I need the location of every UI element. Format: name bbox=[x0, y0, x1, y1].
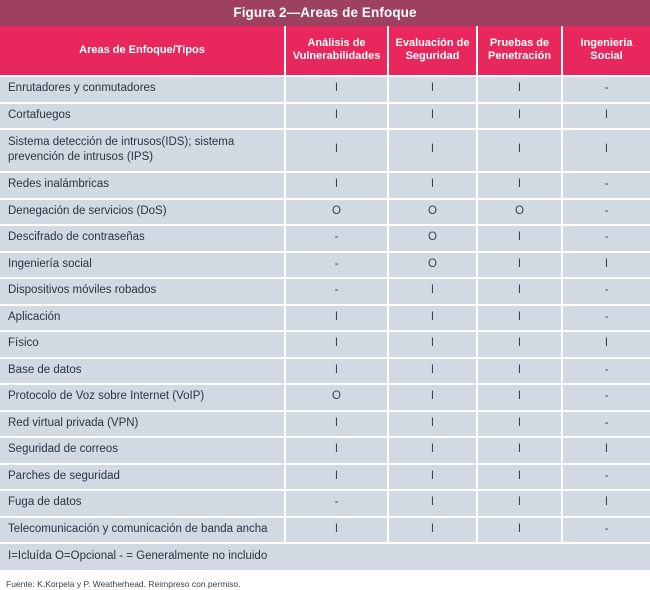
figure-title: Figura 2—Areas de Enfoque bbox=[0, 0, 650, 26]
row-value-cell: I bbox=[388, 129, 477, 172]
row-value-cell: I bbox=[477, 305, 562, 332]
row-value-cell: I bbox=[285, 358, 388, 385]
row-value-cell: I bbox=[285, 411, 388, 438]
row-value-cell: I bbox=[477, 331, 562, 358]
row-value-cell: O bbox=[285, 384, 388, 411]
row-value-cell: - bbox=[562, 305, 650, 332]
table-row bbox=[0, 305, 650, 332]
row-value-cell: I bbox=[388, 437, 477, 464]
row-label: Físico bbox=[0, 331, 285, 358]
row-value-cell: I bbox=[477, 464, 562, 491]
row-value-cell: - bbox=[285, 278, 388, 305]
row-value-cell: I bbox=[285, 437, 388, 464]
row-value-cell: - bbox=[562, 199, 650, 226]
row-value-cell: I bbox=[477, 76, 562, 103]
row-label: Parches de seguridad bbox=[0, 464, 285, 491]
row-value-cell: I bbox=[477, 225, 562, 252]
table-row bbox=[0, 411, 650, 438]
row-label: Aplicación bbox=[0, 305, 285, 332]
row-value-cell: O bbox=[285, 199, 388, 226]
row-value-cell: - bbox=[562, 464, 650, 491]
row-value-cell: I bbox=[285, 517, 388, 544]
row-value-cell: - bbox=[285, 225, 388, 252]
table-row bbox=[0, 76, 650, 103]
row-value-cell: I bbox=[562, 252, 650, 279]
column-header-analisis-line2: Vulnerabilidades bbox=[292, 50, 381, 62]
table-row bbox=[0, 103, 650, 130]
row-value-cell: - bbox=[285, 490, 388, 517]
row-value-cell: I bbox=[562, 437, 650, 464]
row-value-cell: I bbox=[477, 172, 562, 199]
row-label: Telecomunicación y comunicación de banda ancha bbox=[0, 517, 285, 544]
row-value-cell: I bbox=[388, 103, 477, 130]
column-header-pruebas-penetracion bbox=[477, 26, 562, 76]
column-header-analisis-vulnerabilidades bbox=[285, 26, 388, 76]
row-value-cell: I bbox=[562, 331, 650, 358]
row-value-cell: I bbox=[477, 358, 562, 385]
column-header-evaluacion-seguridad bbox=[388, 26, 477, 76]
row-value-cell: I bbox=[477, 384, 562, 411]
row-value-cell: - bbox=[562, 384, 650, 411]
focus-areas-table bbox=[0, 26, 650, 572]
row-value-cell: I bbox=[477, 437, 562, 464]
table-row bbox=[0, 464, 650, 491]
table-row bbox=[0, 199, 650, 226]
table-row bbox=[0, 129, 650, 172]
row-label: Sistema detección de intrusos(IDS); sistema prevención de intrusos (IPS) bbox=[0, 129, 285, 172]
row-value-cell: I bbox=[285, 172, 388, 199]
row-label: Denegación de servicios (DoS) bbox=[0, 199, 285, 226]
row-label: Seguridad de correos bbox=[0, 437, 285, 464]
table-row bbox=[0, 278, 650, 305]
row-value-cell: I bbox=[388, 331, 477, 358]
row-value-cell: - bbox=[285, 252, 388, 279]
row-value-cell: I bbox=[388, 172, 477, 199]
row-value-cell: I bbox=[388, 305, 477, 332]
table-row bbox=[0, 437, 650, 464]
row-label: Enrutadores y conmutadores bbox=[0, 76, 285, 103]
row-value-cell: O bbox=[477, 199, 562, 226]
column-header-evaluacion-line1: Evaluación de bbox=[395, 37, 470, 50]
row-value-cell: - bbox=[562, 411, 650, 438]
row-label: Base de datos bbox=[0, 358, 285, 385]
row-label: Red virtual privada (VPN) bbox=[0, 411, 285, 438]
row-value-cell: O bbox=[388, 252, 477, 279]
column-header-ingenieria-line2: Social bbox=[590, 50, 623, 62]
row-value-cell: I bbox=[477, 252, 562, 279]
row-value-cell: - bbox=[562, 172, 650, 199]
row-value-cell: I bbox=[285, 331, 388, 358]
row-value-cell: I bbox=[388, 464, 477, 491]
row-value-cell: - bbox=[562, 225, 650, 252]
table-row bbox=[0, 517, 650, 544]
row-value-cell: I bbox=[477, 490, 562, 517]
row-value-cell: I bbox=[477, 129, 562, 172]
column-header-areas-line1: Areas de Enfoque/Tipos bbox=[79, 43, 205, 56]
row-value-cell: O bbox=[388, 225, 477, 252]
row-value-cell: I bbox=[388, 411, 477, 438]
table-body bbox=[0, 76, 650, 571]
row-value-cell: I bbox=[388, 76, 477, 103]
row-value-cell: I bbox=[477, 103, 562, 130]
row-value-cell: I bbox=[477, 278, 562, 305]
row-label: Cortafuegos bbox=[0, 103, 285, 130]
row-value-cell: - bbox=[562, 278, 650, 305]
row-value-cell: I bbox=[477, 411, 562, 438]
row-value-cell: - bbox=[562, 517, 650, 544]
legend-row bbox=[0, 543, 650, 571]
row-value-cell: I bbox=[477, 517, 562, 544]
column-header-ingenieria-social bbox=[562, 26, 650, 76]
row-label: Dispositivos móviles robados bbox=[0, 278, 285, 305]
row-value-cell: I bbox=[562, 129, 650, 172]
row-label: Fuga de datos bbox=[0, 490, 285, 517]
column-header-evaluacion-line2: Seguridad bbox=[405, 50, 460, 62]
row-value-cell: I bbox=[285, 76, 388, 103]
legend-text: I=Icluída O=Opcional - = Generalmente no incluido bbox=[0, 543, 650, 571]
row-value-cell: I bbox=[285, 129, 388, 172]
row-value-cell: I bbox=[285, 103, 388, 130]
table-row bbox=[0, 172, 650, 199]
row-value-cell: I bbox=[562, 490, 650, 517]
table-row bbox=[0, 331, 650, 358]
column-header-ingenieria-line1: Ingeniería bbox=[580, 37, 633, 50]
row-label: Protocolo de Voz sobre Internet (VoIP) bbox=[0, 384, 285, 411]
row-value-cell: I bbox=[285, 464, 388, 491]
row-value-cell: O bbox=[388, 199, 477, 226]
row-value-cell: I bbox=[388, 358, 477, 385]
row-value-cell: - bbox=[562, 358, 650, 385]
row-value-cell: I bbox=[388, 517, 477, 544]
column-header-areas bbox=[0, 26, 285, 76]
column-header-analisis-line1: Análisis de bbox=[307, 37, 366, 50]
row-label: Redes inalámbricas bbox=[0, 172, 285, 199]
row-label: Descifrado de contraseñas bbox=[0, 225, 285, 252]
column-header-pruebas-line1: Pruebas de bbox=[489, 37, 550, 50]
table-row bbox=[0, 225, 650, 252]
column-header-pruebas-line2: Penetración bbox=[488, 50, 551, 62]
header-row bbox=[0, 26, 650, 76]
table-row bbox=[0, 384, 650, 411]
row-value-cell: I bbox=[562, 103, 650, 130]
row-label: Ingeniería social bbox=[0, 252, 285, 279]
table-row bbox=[0, 358, 650, 385]
source-note: Fuente: K.Korpela y P. Weatherhead. Reimpreso con permiso. bbox=[0, 572, 650, 590]
table-row bbox=[0, 490, 650, 517]
row-value-cell: I bbox=[388, 490, 477, 517]
row-value-cell: I bbox=[388, 278, 477, 305]
row-value-cell: - bbox=[562, 76, 650, 103]
row-value-cell: I bbox=[388, 384, 477, 411]
row-value-cell: I bbox=[285, 305, 388, 332]
table-header bbox=[0, 26, 650, 76]
table-row bbox=[0, 252, 650, 279]
